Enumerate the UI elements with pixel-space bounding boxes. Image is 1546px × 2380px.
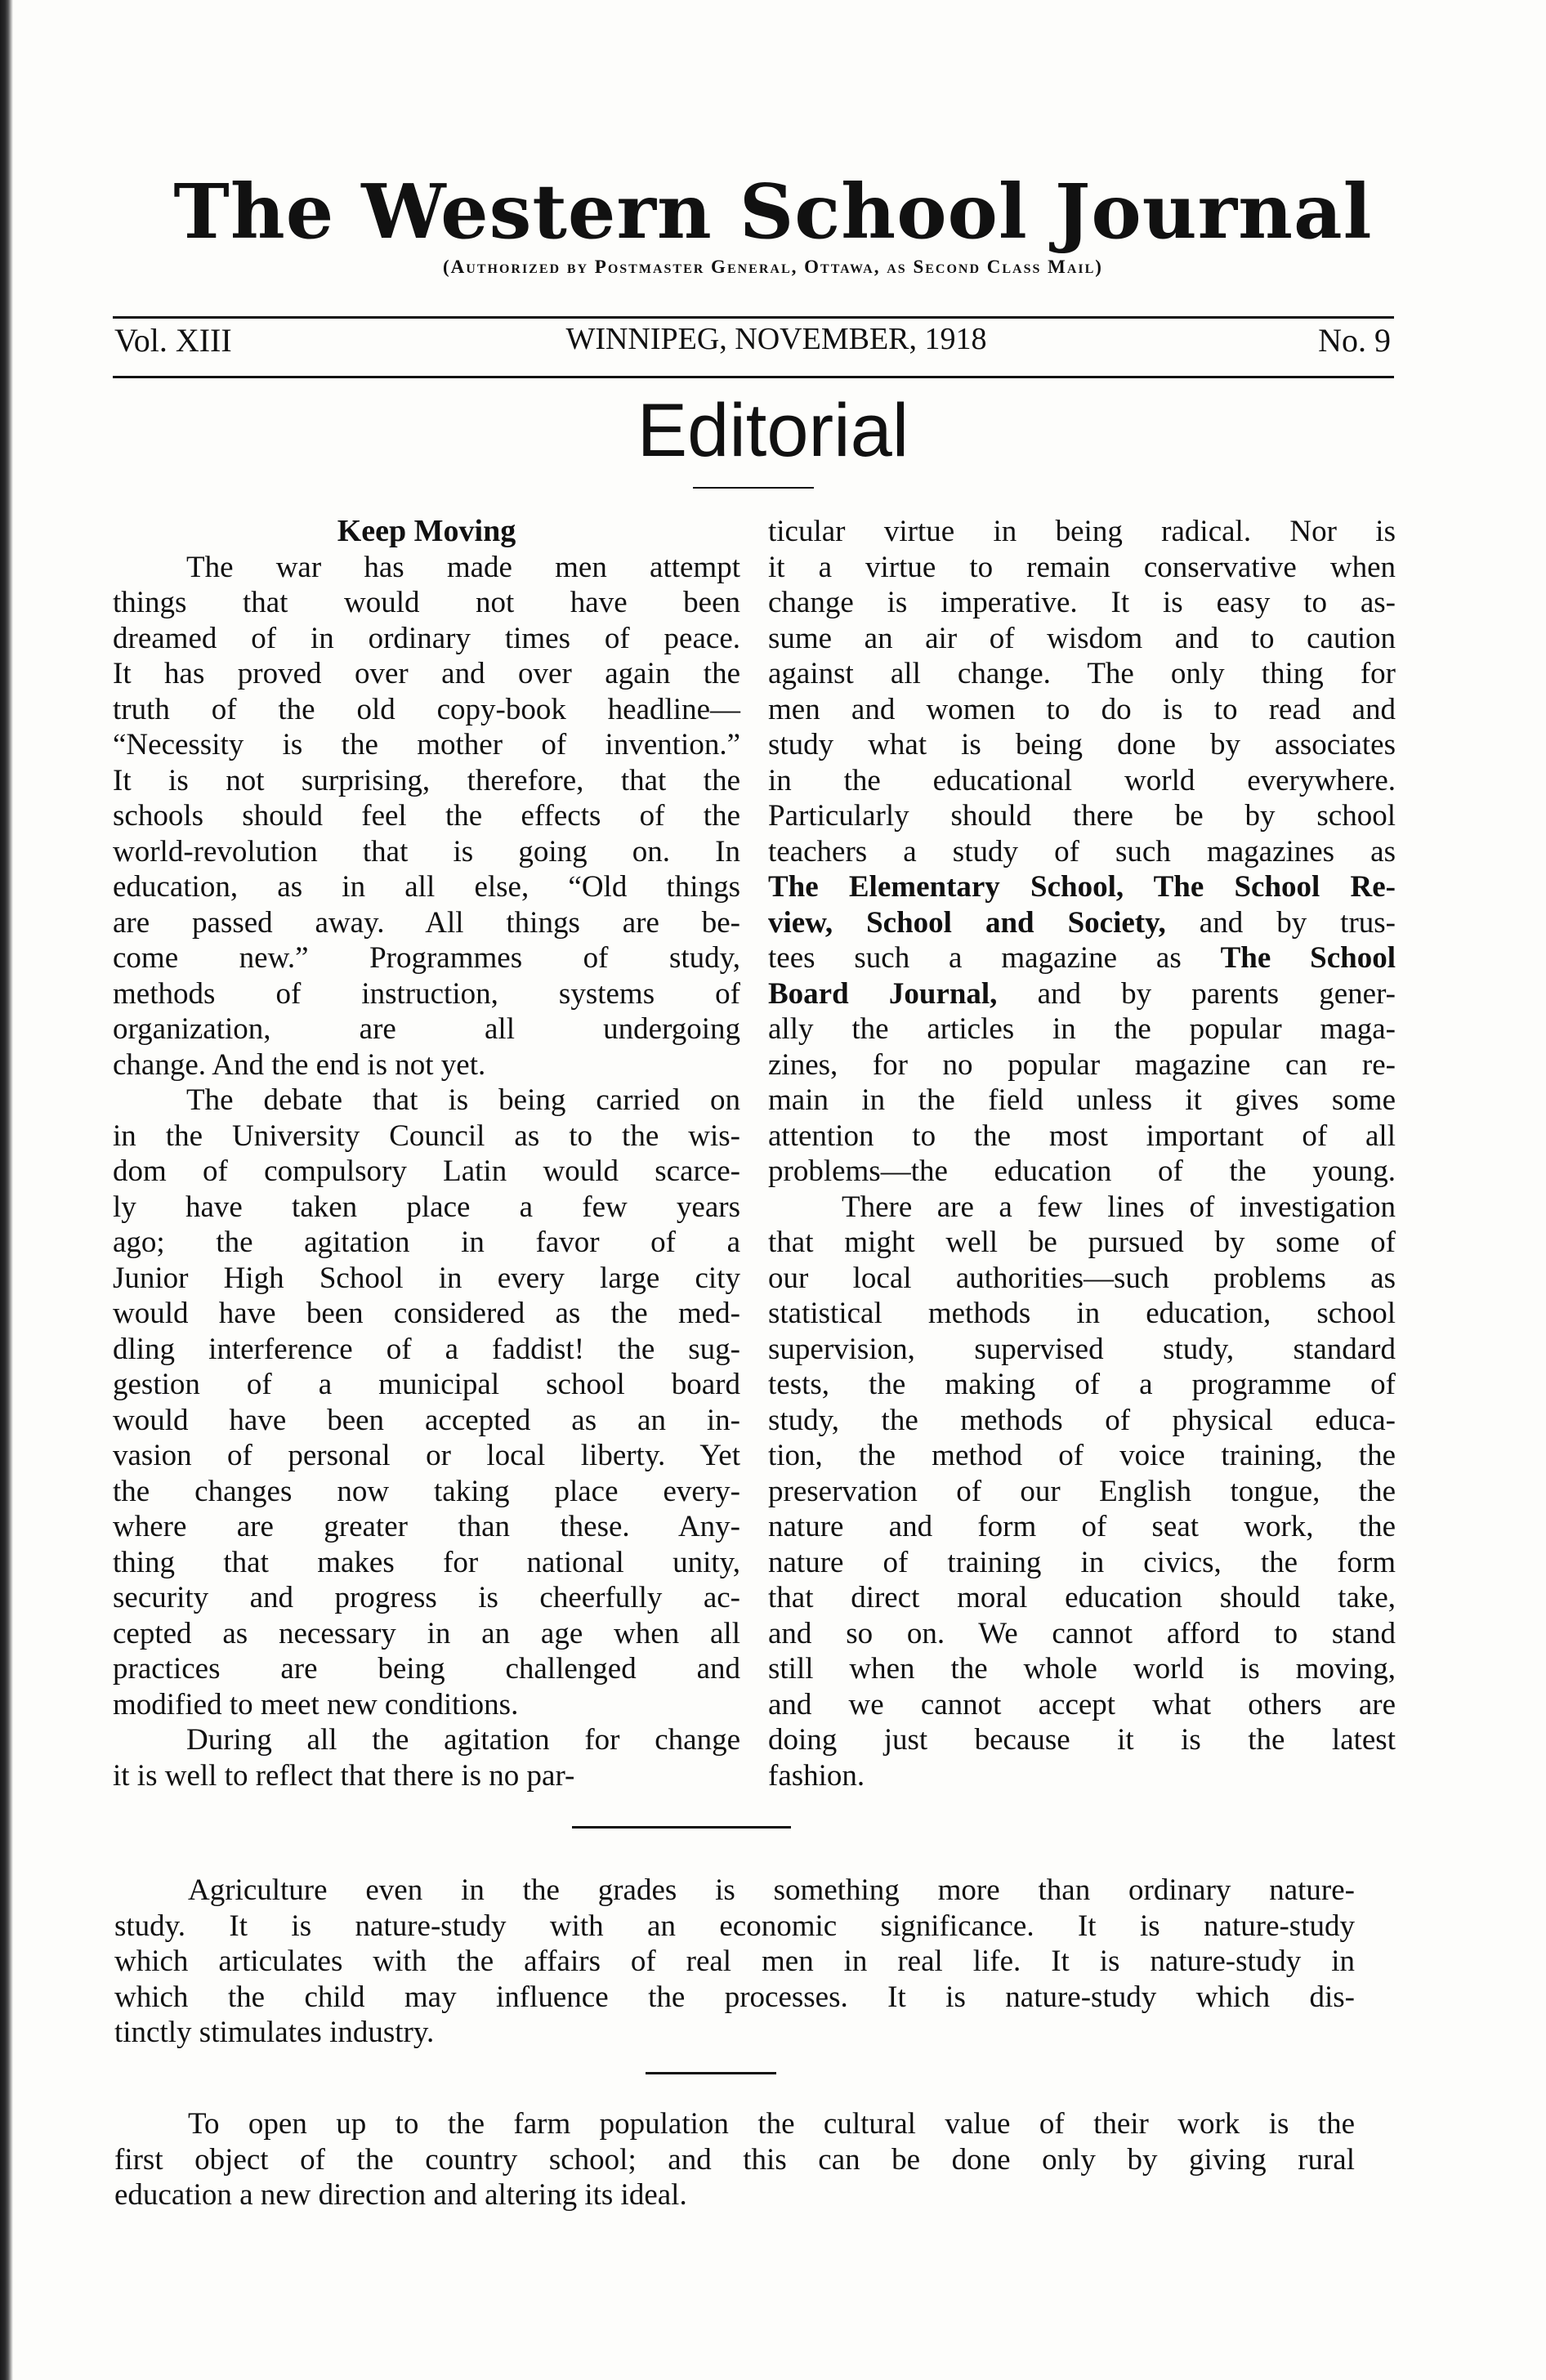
text-line: in the University Council as to the wis- [113, 1119, 740, 1153]
text-line: education a new direction and altering its ideal. [114, 2178, 687, 2212]
agriculture-paragraph [114, 1873, 1355, 2051]
magazine-line-1 [768, 869, 1396, 905]
right-column-text-a [768, 514, 1396, 869]
text-line: organization, are all undergoing [113, 1012, 740, 1046]
text-line: doing just because it is the latest [768, 1723, 1396, 1757]
text-line: where are greater than these. Any- [113, 1510, 740, 1543]
text-line: ally the articles in the popular maga- [768, 1012, 1396, 1046]
text-line: and so on. We cannot afford to stand [768, 1616, 1396, 1650]
header-rule-top [113, 316, 1394, 319]
text-line: vasion of personal or local liberty. Yet [113, 1439, 740, 1472]
masthead-subtitle: (Authorized by Postmaster General, Ottawa, as Second Class Mail) [443, 257, 1103, 277]
text-line: dom of compulsory Latin would scarce- [113, 1154, 740, 1188]
text-line: things that would not have been [113, 586, 740, 619]
text-line: preservation of our English tongue, the [768, 1474, 1396, 1508]
text-line: tinctly stimulates industry. [114, 2016, 435, 2049]
text-line: nature and form of seat work, the [768, 1510, 1396, 1543]
text-line: in the educational world everywhere. [768, 763, 1396, 797]
text-line: statistical methods in education, school [768, 1297, 1396, 1330]
left-column [113, 514, 740, 1793]
text-line: To open up to the farm population the cultural value of their work is the [188, 2107, 1355, 2141]
text-line: world-revolution that is going on. In [113, 834, 740, 868]
text-line: schools should feel the effects of the [113, 799, 740, 833]
text-line: The debate that is being carried on [186, 1083, 740, 1117]
text-line: fashion. [768, 1758, 865, 1793]
text-line: it is well to reflect that there is no par- [113, 1758, 575, 1793]
text-line: that might well be pursued by some of [768, 1226, 1396, 1259]
text-line: supervision, supervised study, standard [768, 1332, 1396, 1366]
text-line: still when the whole world is moving, [768, 1652, 1396, 1686]
text-run: and by trus- [1165, 905, 1396, 940]
text-line: teachers a study of such magazines as [768, 834, 1396, 868]
magazine-line-3 [768, 940, 1396, 976]
text-line: ly have taken place a few years [113, 1190, 740, 1224]
text-line: come new.” Programmes of study, [113, 941, 740, 975]
text-line: During all the agitation for change [186, 1723, 740, 1757]
text-line: problems—the education of the young. [768, 1154, 1396, 1188]
text-line: against all change. The only thing for [768, 657, 1396, 690]
text-line: It is not surprising, therefore, that the [113, 763, 740, 797]
text-line: dling interference of a faddist! the sug- [113, 1332, 740, 1366]
text-line: security and progress is cheerfully ac- [113, 1581, 740, 1614]
volume-label: Vol. XIII [114, 322, 232, 359]
text-line: attention to the most important of all [768, 1119, 1396, 1153]
text-line: main in the field unless it gives some [768, 1083, 1396, 1117]
text-line: would have been accepted as an in- [113, 1403, 740, 1437]
magazine-line-2 [768, 905, 1396, 941]
text-line: ticular virtue in being radical. Nor is [768, 515, 1396, 548]
text-line: change is imperative. It is easy to as- [768, 586, 1396, 619]
text-line: which the child may influence the processes. It is nature-study which dis- [114, 1980, 1355, 2014]
text-line: study what is being done by associates [768, 728, 1396, 761]
text-line: education, as in all else, “Old things [113, 870, 740, 904]
text-line: nature of training in civics, the form [768, 1545, 1396, 1579]
text-run: tees such a magazine as [768, 941, 1221, 975]
issue-date: WINNIPEG, NOVEMBER, 1918 [565, 322, 987, 356]
text-line: would have been considered as the med- [113, 1297, 740, 1330]
text-line: which articulates with the affairs of real men in real life. It is nature-study in [114, 1945, 1355, 1978]
section-divider-2 [646, 2072, 776, 2074]
page-binding-edge [0, 0, 13, 2380]
article-heading: Keep Moving [337, 514, 516, 548]
text-line: “Necessity is the mother of invention.” [113, 728, 740, 761]
section-divider-1 [572, 1826, 791, 1829]
text-line: men and women to do is to read and [768, 692, 1396, 726]
text-line: methods of instruction, systems of [113, 976, 740, 1011]
right-column [768, 514, 1396, 1793]
text-line: tests, the making of a programme of [768, 1368, 1396, 1401]
text-line: gestion of a municipal school board [113, 1368, 740, 1401]
text-line: zines, for no popular magazine can re- [768, 1047, 1396, 1082]
text-line: first object of the country school; and this can be done only by giving rural [114, 2142, 1355, 2177]
text-line: change. And the end is not yet. [113, 1047, 486, 1082]
text-line: There are a few lines of investigation [842, 1190, 1396, 1224]
text-line: dreamed of in ordinary times of peace. [113, 621, 740, 655]
text-line: sume an air of wisdom and to caution [768, 621, 1396, 655]
header-rule-bottom [113, 376, 1394, 378]
text-line: ago; the agitation in favor of a [113, 1226, 740, 1259]
text-line: modified to meet new conditions. [113, 1687, 519, 1721]
left-column-text [113, 550, 740, 1794]
title-rule [693, 487, 814, 489]
text-line: Particularly should there be by school [768, 799, 1396, 833]
magazine-title: view, School and Society, [768, 905, 1166, 940]
farm-paragraph [114, 2106, 1355, 2213]
right-column-text-b [768, 1011, 1396, 1793]
issue-number: No. 9 [1318, 322, 1391, 359]
magazine-title: Board Journal, [768, 976, 998, 1011]
text-line: truth of the old copy-book headline— [113, 692, 740, 726]
text-line: thing that makes for national unity, [113, 1545, 740, 1579]
magazine-title: The School [1220, 941, 1396, 975]
text-line: It has proved over and over again the [113, 657, 740, 690]
text-line: that direct moral education should take, [768, 1581, 1396, 1614]
text-line: The war has made men attempt [186, 550, 740, 584]
text-line: our local authorities—such problems as [768, 1261, 1396, 1295]
magazine-title: The Elementary School, The School Re- [768, 870, 1396, 904]
text-line: and we cannot accept what others are [768, 1687, 1396, 1721]
journal-masthead: The Western School Journal [173, 167, 1373, 256]
text-line: the changes now taking place every- [113, 1474, 740, 1508]
magazine-line-4 [768, 976, 1396, 1012]
text-line: practices are being challenged and [113, 1652, 740, 1686]
text-line: are passed away. All things are be- [113, 905, 740, 940]
text-line: study, the methods of physical educa- [768, 1403, 1396, 1437]
text-line: it a virtue to remain conservative when [768, 550, 1396, 584]
text-line: cepted as necessary in an age when all [113, 1616, 740, 1650]
text-line: Agriculture even in the grades is something more than ordinary nature- [188, 1873, 1355, 1907]
text-line: Junior High School in every large city [113, 1261, 740, 1295]
section-title: Editorial [637, 389, 909, 472]
text-run: and by parents gener- [997, 976, 1396, 1011]
text-line: study. It is nature-study with an economic significance. It is nature-study [114, 1909, 1355, 1943]
text-line: tion, the method of voice training, the [768, 1439, 1396, 1472]
